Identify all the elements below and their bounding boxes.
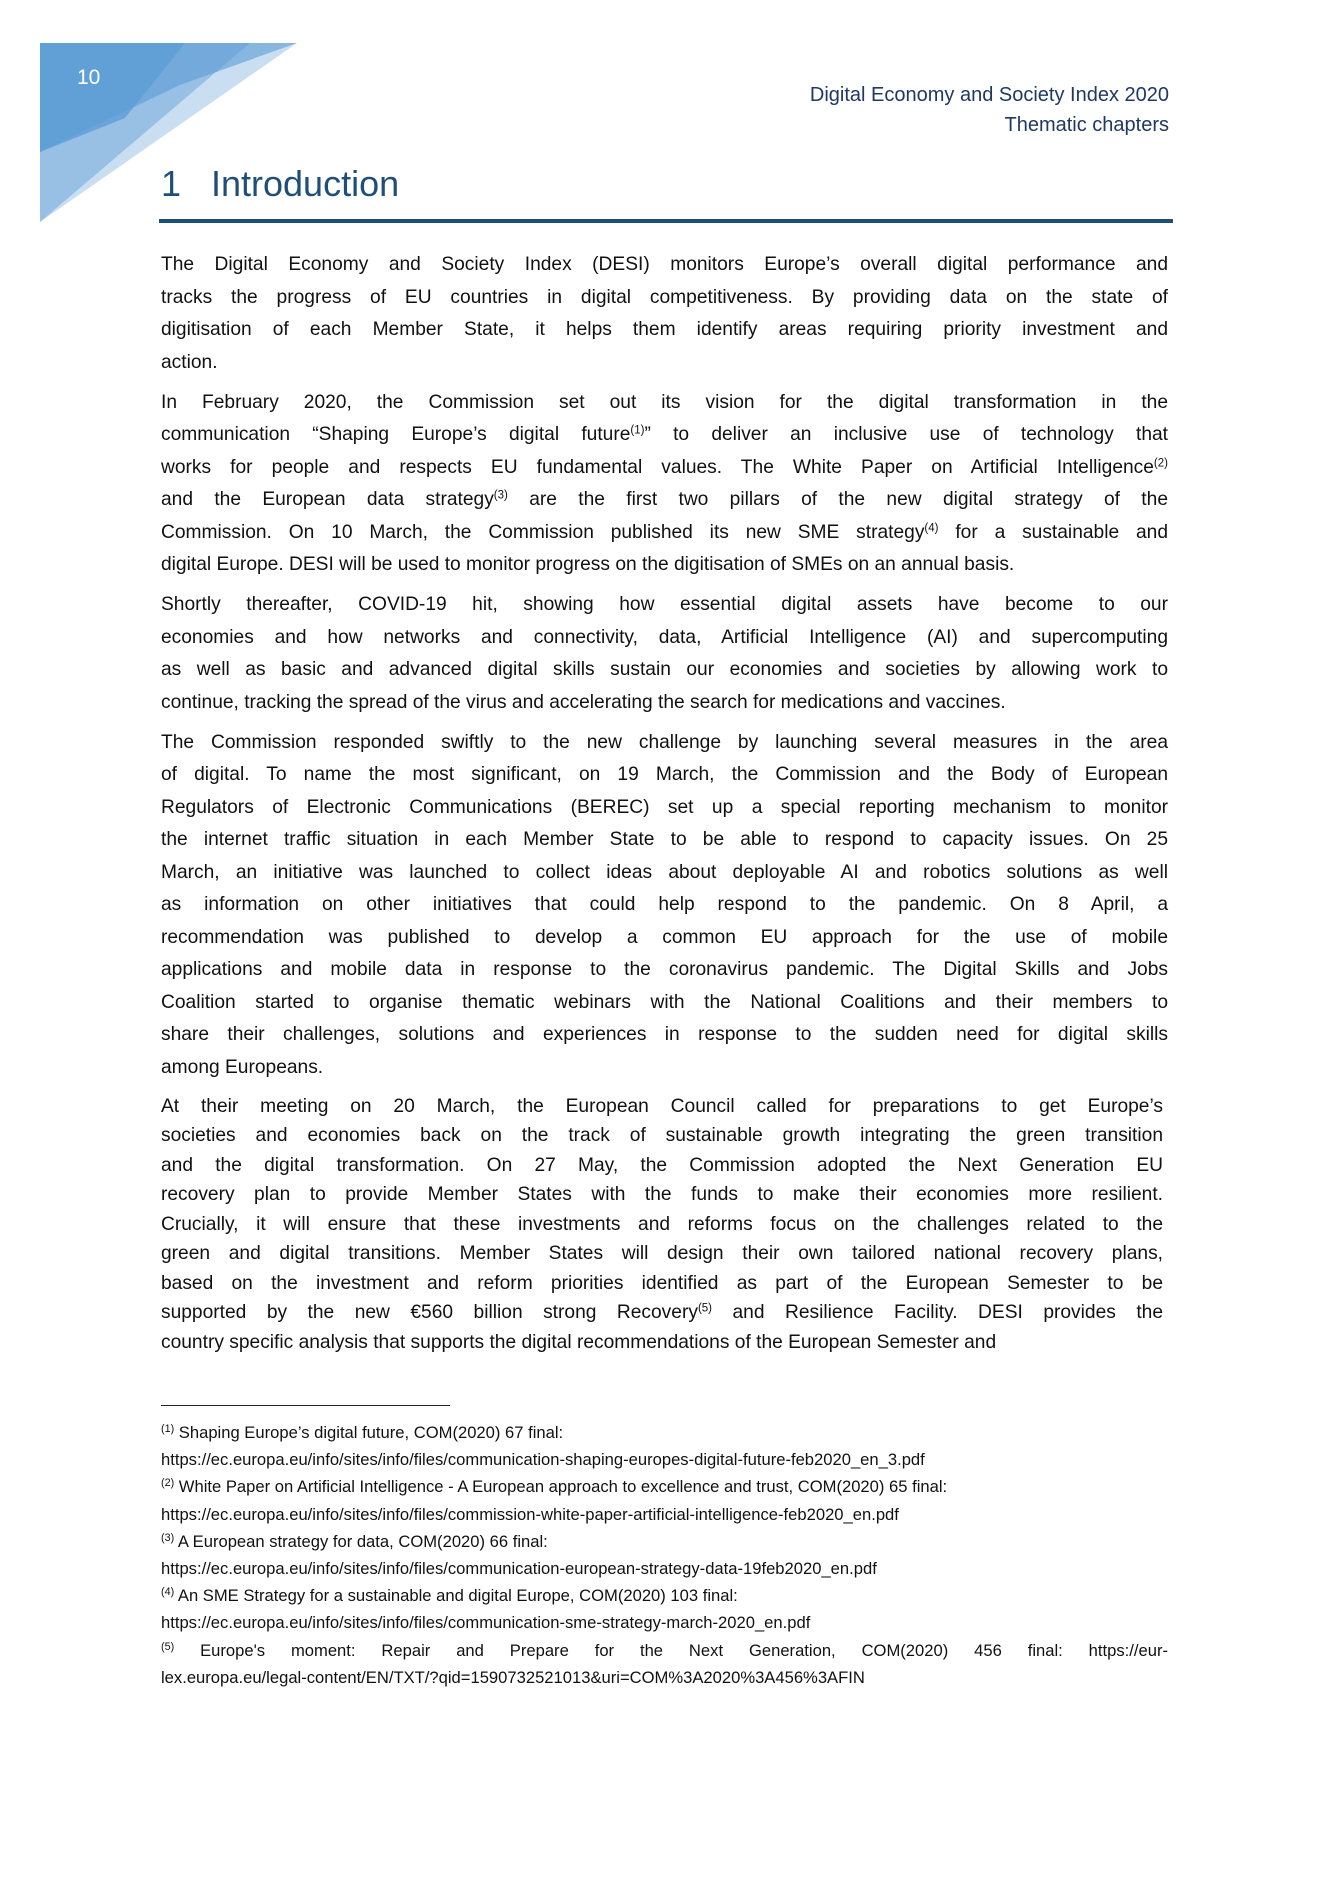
page-number: 10 xyxy=(77,66,101,89)
text-run: based on the investment and reform priorities identified as part of the European Semester to be xyxy=(161,1272,1163,1294)
text-line xyxy=(161,1180,1163,1210)
text-run: continue, tracking the spread of the virus and accelerating the search for medications and vaccines. xyxy=(161,691,1006,713)
text-line xyxy=(161,1210,1163,1240)
text-run: digital Europe. DESI will be used to monitor progress on the digitisation of SMEs on an annual basis. xyxy=(161,554,1015,575)
text-line xyxy=(161,987,1168,1020)
text-run: The Digital Economy and Society Index (DESI) monitors Europe’s overall digital performance and xyxy=(161,254,1168,275)
footnote-reference[interactable]: (1) xyxy=(630,424,645,437)
text-run: At their meeting on 20 March, the European Council called for preparations to get Europe’s xyxy=(161,1095,1163,1117)
text-line xyxy=(161,484,1168,517)
text-run: applications and mobile data in response to the coronavirus pandemic. The Digital Skills and Jobs xyxy=(161,959,1168,980)
footnote-url[interactable]: https://ec.europa.eu/info/sites/info/files/communication-european-strategy-data-19feb2020_en.pdf xyxy=(161,1558,877,1578)
text-line xyxy=(161,687,1168,720)
footnote-text xyxy=(161,1528,1168,1555)
footnote-marker: (3) xyxy=(161,1531,175,1544)
footnote-marker: (1) xyxy=(161,1423,175,1436)
text-run: Commission. On 10 March, the Commission published its new SME strategy xyxy=(161,521,925,543)
footnote-link[interactable] xyxy=(161,1664,1168,1691)
text-line xyxy=(161,1092,1163,1122)
chapter-number: 1 xyxy=(161,163,182,204)
text-line xyxy=(161,517,1168,550)
text-run: recommendation was published to develop a common EU approach for the use of mobile xyxy=(161,926,1168,948)
footnote-text xyxy=(161,1419,1168,1446)
text-line xyxy=(161,282,1168,315)
text-line xyxy=(161,824,1168,857)
text-run: action. xyxy=(161,351,218,373)
text-run: of digital. To name the most significant, on 19 March, the Commission and the Body of European xyxy=(161,764,1168,785)
text-line xyxy=(161,922,1168,955)
footnote-url[interactable]: https://ec.europa.eu/info/sites/info/files/communication-shaping-europes-digital-future-feb2020_en_3.pdf xyxy=(161,1450,925,1470)
footnote-citation: Europe's moment: Repair and Prepare for the Next Generation, COM(2020) 456 final: https://eur- xyxy=(174,1640,1168,1660)
text-run: and the European data strategy xyxy=(161,489,494,510)
text-line xyxy=(161,727,1168,760)
footnote-item xyxy=(161,1419,1168,1473)
footnote-text xyxy=(161,1637,1168,1664)
footnote-citation: An SME Strategy for a sustainable and digital Europe, COM(2020) 103 final: xyxy=(174,1586,738,1606)
footnote-url[interactable]: https://ec.europa.eu/info/sites/info/files/communication-sme-strategy-march-2020_en.pdf xyxy=(161,1613,811,1633)
footnote-url[interactable]: https://ec.europa.eu/info/sites/info/files/commission-white-paper-artificial-intelligence-feb2020_en.pdf xyxy=(161,1504,899,1524)
text-line xyxy=(161,954,1168,987)
text-line xyxy=(161,419,1168,452)
title-rule xyxy=(159,219,1173,223)
text-run: economies and how networks and connectivity, data, Artificial Intelligence (AI) and supercomputing xyxy=(161,626,1168,648)
header-section-title: Thematic chapters xyxy=(1004,114,1169,136)
text-run: societies and economies back on the track of sustainable growth integrating the green transition xyxy=(161,1125,1163,1146)
text-line xyxy=(161,759,1168,792)
text-run: and the digital transformation. On 27 May, the Commission adopted the Next Generation EU xyxy=(161,1154,1163,1176)
text-line xyxy=(161,549,1168,582)
footnotes xyxy=(161,1419,1168,1691)
footnote-item xyxy=(161,1473,1168,1527)
footnote-reference[interactable]: (3) xyxy=(493,489,508,502)
footnote-citation: A European strategy for data, COM(2020) 66 final: xyxy=(174,1531,548,1551)
footnote-text xyxy=(161,1582,1168,1609)
text-run: Crucially, it will ensure that these investments and reforms focus on the challenges related to the xyxy=(161,1213,1163,1235)
text-run: and Resilience Facility. DESI provides the xyxy=(712,1302,1163,1323)
footnote-marker: (4) xyxy=(161,1586,175,1599)
text-line xyxy=(161,857,1168,890)
text-line xyxy=(161,1019,1168,1052)
text-run: ” to deliver an inclusive use of technology that xyxy=(644,424,1168,445)
footnote-citation: White Paper on Artificial Intelligence - A European approach to excellence and trust, COM(2020) 65 final: xyxy=(174,1477,948,1497)
paragraph xyxy=(161,387,1168,582)
text-line xyxy=(161,1052,1168,1085)
paragraph xyxy=(161,249,1168,379)
text-run: March, an initiative was launched to collect ideas about deployable AI and robotics solutions as well xyxy=(161,861,1168,883)
text-line xyxy=(161,387,1168,420)
footnote-item xyxy=(161,1637,1168,1691)
text-line xyxy=(161,792,1168,825)
paragraph xyxy=(161,589,1168,719)
text-run: Shortly thereafter, COVID-19 hit, showing how essential digital assets have become to our xyxy=(161,594,1168,615)
body-text xyxy=(161,249,1168,1365)
text-line xyxy=(161,1239,1163,1269)
text-run: for a sustainable and xyxy=(938,521,1168,543)
text-line xyxy=(161,249,1168,282)
text-line xyxy=(161,654,1168,687)
text-line xyxy=(161,1298,1163,1328)
footnote-citation: Shaping Europe’s digital future, COM(2020) 67 final: xyxy=(174,1423,564,1442)
footnote-link[interactable] xyxy=(161,1555,1168,1582)
text-line xyxy=(161,1121,1163,1151)
text-run: country specific analysis that supports the digital recommendations of the European Semester and xyxy=(161,1331,997,1353)
text-run: tracks the progress of EU countries in digital competitiveness. By providing data on the state of xyxy=(161,286,1168,308)
text-run: In February 2020, the Commission set out its vision for the digital transformation in the xyxy=(161,391,1168,413)
text-line xyxy=(161,1328,1163,1358)
footnote-link[interactable] xyxy=(161,1501,1168,1528)
text-run: digitisation of each Member State, it helps them identify areas requiring priority investment and xyxy=(161,319,1168,340)
footnote-item xyxy=(161,1528,1168,1582)
footnote-link[interactable] xyxy=(161,1609,1168,1636)
footnote-link[interactable] xyxy=(161,1446,1168,1473)
text-run: as well as basic and advanced digital skills sustain our economies and societies by allowing work to xyxy=(161,659,1168,680)
footnote-separator xyxy=(161,1405,450,1406)
text-run: recovery plan to provide Member States with the funds to make their economies more resilient. xyxy=(161,1184,1163,1205)
text-line xyxy=(161,889,1168,922)
text-line xyxy=(161,589,1168,622)
footnote-reference[interactable]: (5) xyxy=(697,1302,713,1315)
footnote-item xyxy=(161,1582,1168,1636)
text-line xyxy=(161,452,1168,485)
text-line xyxy=(161,314,1168,347)
text-run: Coalition started to organise thematic webinars with the National Coalitions and their members to xyxy=(161,991,1168,1013)
paragraph xyxy=(161,727,1168,1085)
text-run: are the first two pillars of the new digital strategy of the xyxy=(507,489,1168,510)
chapter-title-text: Introduction xyxy=(211,163,400,204)
chapter-title xyxy=(161,162,399,206)
text-run: communication “Shaping Europe’s digital future xyxy=(161,424,631,445)
footnote-reference[interactable]: (4) xyxy=(924,522,939,535)
text-run: the internet traffic situation in each Member State to be able to respond to capacity issues. On 25 xyxy=(161,829,1168,850)
footnote-marker: (5) xyxy=(161,1640,175,1653)
footnote-marker: (2) xyxy=(161,1477,175,1490)
running-header xyxy=(810,80,1169,140)
text-line xyxy=(161,1269,1163,1299)
text-line xyxy=(161,1151,1163,1181)
text-run: share their challenges, solutions and experiences in response to the sudden need for digital skills xyxy=(161,1024,1168,1045)
text-run: Regulators of Electronic Communications (BEREC) set up a special reporting mechanism to monitor xyxy=(161,796,1168,818)
text-line xyxy=(161,622,1168,655)
text-run: The Commission responded swiftly to the new challenge by launching several measures in the area xyxy=(161,731,1168,753)
text-run: among Europeans. xyxy=(161,1056,324,1078)
text-run: as information on other initiatives that could help respond to the pandemic. On 8 April, a xyxy=(161,894,1168,915)
text-line xyxy=(161,347,1168,380)
paragraph xyxy=(161,1092,1163,1358)
footnote-url[interactable]: lex.europa.eu/legal-content/EN/TXT/?qid=1590732521013&uri=COM%3A2020%3A456%3AFIN xyxy=(161,1667,865,1687)
footnote-reference[interactable]: (2) xyxy=(1153,457,1168,470)
text-run: green and digital transitions. Member States will design their own tailored national recovery plans, xyxy=(161,1243,1163,1264)
text-run: supported by the new €560 billion strong Recovery xyxy=(161,1302,698,1323)
footnote-text xyxy=(161,1473,1168,1500)
text-run: works for people and respects EU fundamental values. The White Paper on Artificial Intelligence xyxy=(161,456,1154,478)
header-report-title: Digital Economy and Society Index 2020 xyxy=(809,84,1169,106)
